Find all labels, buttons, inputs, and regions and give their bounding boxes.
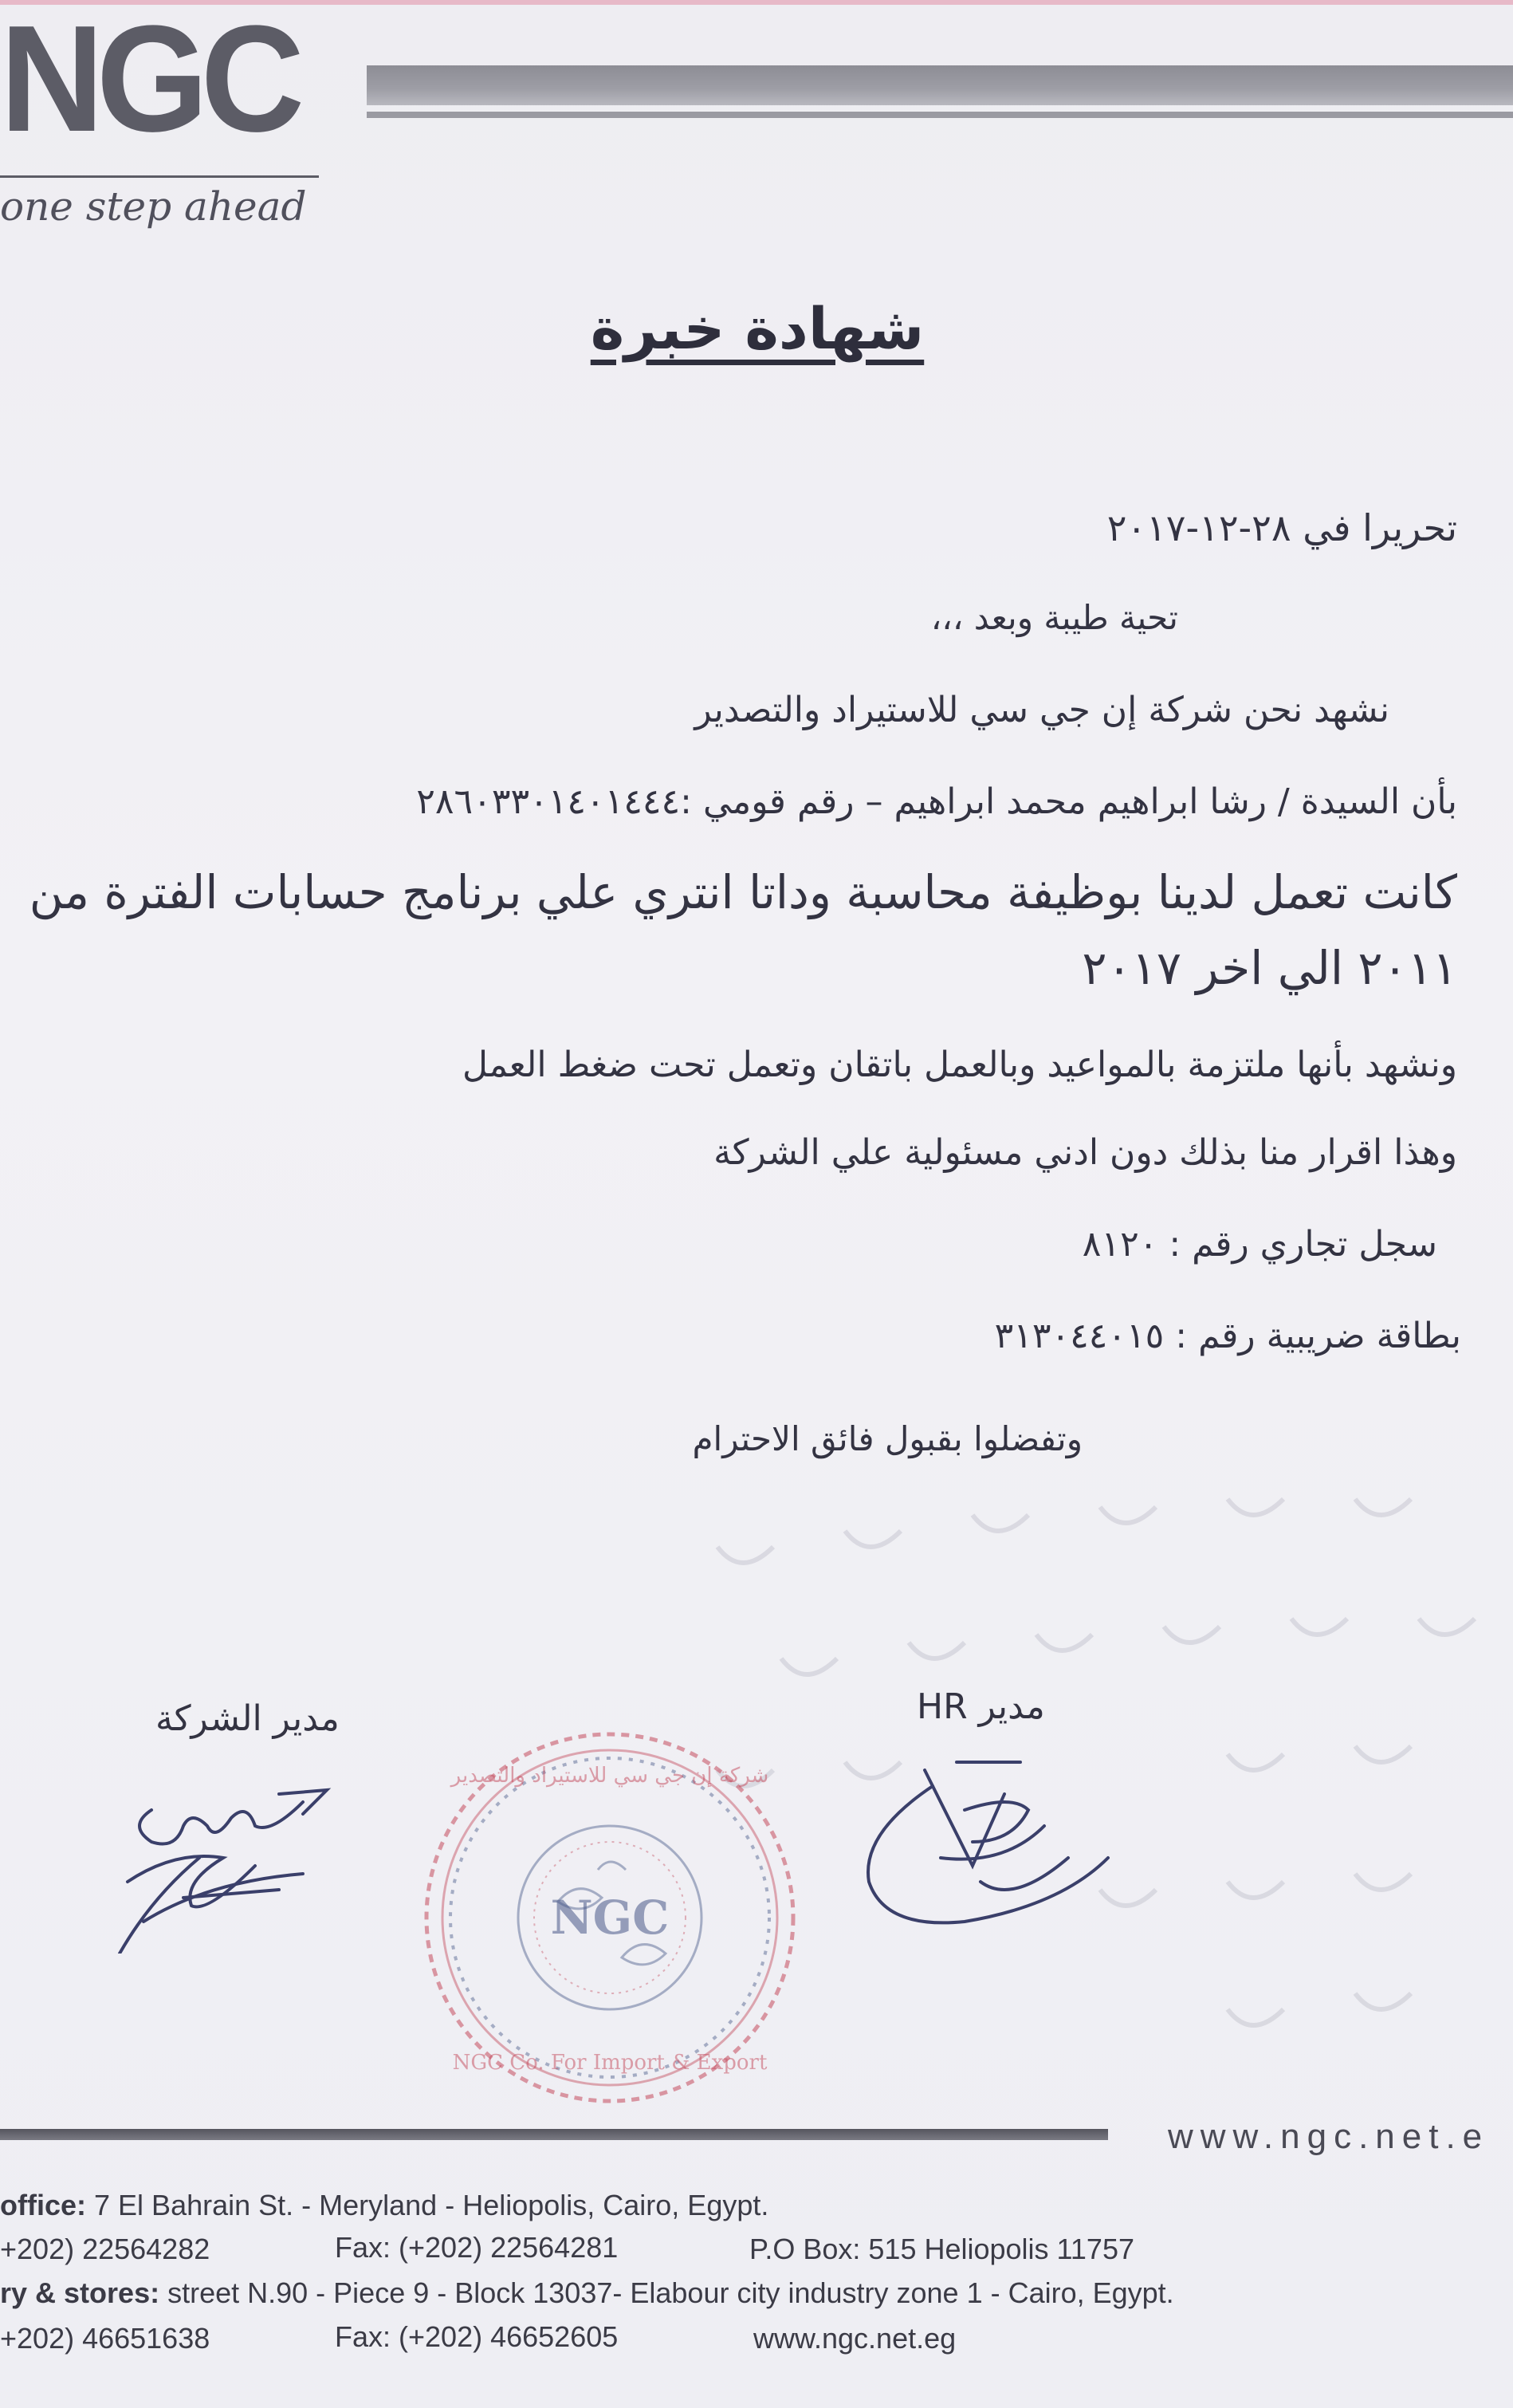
factory-label: ry & stores: (0, 2276, 160, 2309)
company-logo (0, 0, 335, 239)
hr-manager-signature (845, 1738, 1148, 1946)
company-manager-label: مدير الشركة (155, 1698, 340, 1739)
greeting-line: تحية طيبة وبعد ،،، (930, 598, 1178, 637)
commitment-line: ونشهد بأنها ملتزمة بالمواعيد وبالعمل باتقان وتعمل تحت ضغط العمل (462, 1045, 1457, 1085)
factory-address: street N.90 - Piece 9 - Block 13037- Elabour city industry zone 1 - Cairo, Egypt. (167, 2276, 1174, 2309)
company-stamp (407, 1718, 813, 2117)
stamp-center-text: NGC (550, 1891, 670, 1945)
person-line: بأن السيدة / رشا ابراهيم محمد ابراهيم – رقم قومي :٢٨٦٠٣٣٠١٤٠١٤٤٤ (416, 781, 1457, 822)
factory-address-line (0, 2276, 1174, 2310)
stamp-outer-text: شركة إن جي سي للاستيراد والتصدير (450, 1764, 769, 1788)
logo-wordmark: NGC (0, 0, 297, 163)
company-manager-signature (96, 1762, 383, 1954)
stamp-bottom-text: NGC Co. For Import & Export (452, 2051, 768, 2075)
footer-website-banner[interactable]: www.ngc.net.e (1168, 2117, 1490, 2156)
logo-underline (0, 175, 319, 178)
office-label: office: (0, 2189, 86, 2221)
work-line-2: ٢٠١١ الي اخر ٢٠١٧ (1082, 941, 1457, 995)
work-line-1: كانت تعمل لدينا بوظيفة محاسبة وداتا انتري علي برنامج حسابات الفترة من (29, 865, 1457, 919)
office-fax: Fax: (+202) 22564281 (335, 2231, 619, 2264)
factory-fax: Fax: (+202) 46652605 (335, 2320, 619, 2353)
closing-line: وتفضلوا بقبول فائق الاحترام (692, 1419, 1083, 1458)
hr-manager-label: مدير HR (917, 1686, 1045, 1727)
header-bar (367, 65, 1513, 105)
declaration-line: وهذا اقرار منا بذلك دون ادني مسئولية علي الشركة (713, 1132, 1457, 1173)
header-bar-rule (367, 112, 1513, 118)
factory-phone: +202) 46651638 (0, 2322, 210, 2355)
commercial-register-line: سجل تجاري رقم : ٨١٢٠ (1082, 1224, 1437, 1265)
po-box: P.O Box: 515 Heliopolis 11757 (749, 2233, 1134, 2265)
witness-line: نشهد نحن شركة إن جي سي للاستيراد والتصدير (694, 690, 1389, 730)
office-address: 7 El Bahrain St. - Meryland - Heliopolis, Cairo, Egypt. (94, 2189, 769, 2221)
office-address-line (0, 2189, 768, 2222)
date-line: تحريرا في ٢٨-١٢-٢٠١٧ (1106, 506, 1457, 549)
office-phone: +202) 22564282 (0, 2233, 210, 2265)
document-title: شهادة خبرة (590, 295, 925, 362)
tax-card-line: بطاقة ضريبية رقم : ٣١٣٠٤٤٠١٥ (994, 1316, 1461, 1356)
footer-bar (0, 2129, 1108, 2140)
logo-tagline: one step ahead (0, 183, 307, 230)
footer-website-link[interactable]: www.ngc.net.eg (753, 2322, 957, 2355)
